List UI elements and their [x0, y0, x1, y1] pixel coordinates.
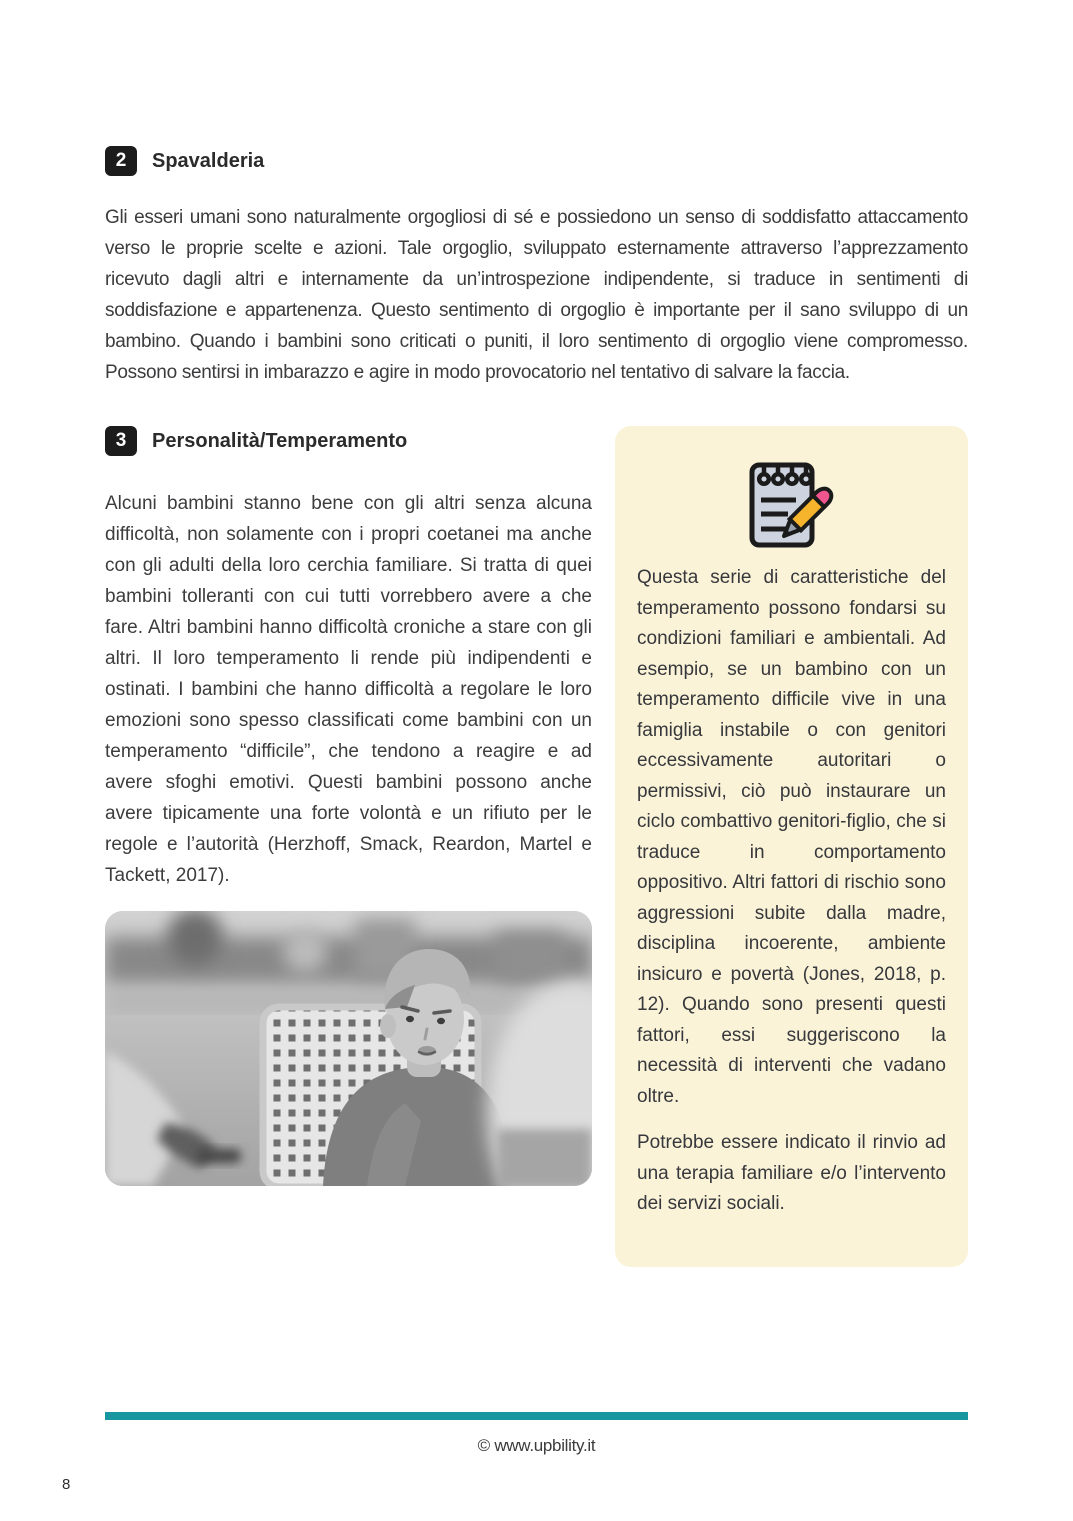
section-spavalderia — [105, 146, 968, 388]
section-2-paragraph: Gli esseri umani sono naturalmente orgogliosi di sé e possiedono un senso di soddisfatto attaccamento verso le proprie scelte e azioni. Tale orgoglio, sviluppato esternamente attraverso l’apprezzamento ricevuto dagli altri e internamente da un’introspezione indipendente, si traduce in sentimenti di soddisfazione e appartenenza. Questo sentimento di orgoglio è importante per il sano sviluppo di un bambino. Quando i bambini sono criticati o puniti, il loro sentimento di orgoglio viene compromesso. Possono sentirsi in imbarazzo e agire in modo provocatorio nel tentativo di salvare la faccia. — [105, 207, 968, 383]
section-2-title: Spavalderia — [152, 149, 265, 172]
section-3-paragraph: Alcuni bambini stanno bene con gli altri senza alcuna difficoltà, non solamente con i propri coetanei ma anche con gli adulti della loro cerchia familiare. Si tratta di quei bambini tolleranti con cui tutti vorrebbero avere a che fare. Altri bambini hanno difficoltà croniche a stare con gli altri. Il loro temperamento li rende più indipendenti e ostinati. I bambini che hanno difficoltà a regolare le loro emozioni sono spesso classificati come bambini con un temperamento “difficile”, che tendono a reagire e ad avere sfoghi emotivi. Questi bambini possono anche avere tipicamente una forte volontà e un rifiuto per le regole e l’autorità (Herzhoff, Smack, Reardon, Martel e Tackett, 2017). — [105, 493, 592, 886]
left-column — [105, 426, 592, 1186]
notepad-pencil-icon — [637, 452, 946, 557]
footer-divider — [105, 1412, 968, 1420]
callout-box — [615, 426, 968, 1267]
section-3-badge: 3 — [105, 426, 137, 456]
callout-paragraph: Potrebbe essere indicato il rinvio ad una terapia familiare e/o l’intervento dei servizi sociali. — [637, 1132, 946, 1214]
section-3-row — [105, 426, 968, 1267]
callout-paragraph: Questa serie di caratteristiche del temperamento possono fondarsi su condizioni familiari e ambientali. Ad esempio, se un bambino con un temperamento difficile vive in una famiglia instabile o con genitori eccessivamente autoritari o permissivi, ciò può instaurare un ciclo combattivo genitori-figlio, che si traduce in comportamento oppositivo. Altri fattori di rischio sono aggressioni subite dalla madre, disciplina incoerente, ambiente insicuro e povertà (Jones, 2018, p. 12). Quando sono presenti questi fattori, essi suggeriscono la necessità di interventi che vadano oltre. — [637, 567, 946, 1107]
section-3-header — [105, 426, 592, 456]
section-3-title: Personalità/Temperamento — [152, 429, 408, 452]
classroom-photo-illustration — [105, 911, 592, 1186]
section-2-badge: 2 — [105, 146, 137, 176]
copyright-text: © www.upbility.it — [477, 1436, 596, 1455]
page-number: 8 — [62, 1476, 71, 1493]
section-2-header — [105, 146, 968, 176]
classroom-photo — [105, 911, 592, 1186]
